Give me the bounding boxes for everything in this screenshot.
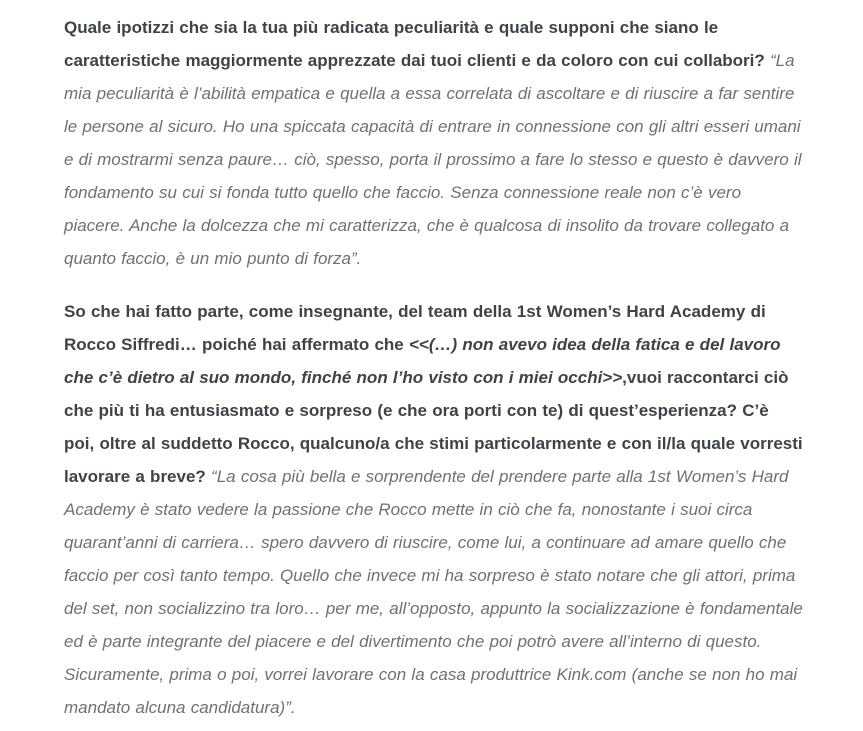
question-2-text-part-1: So che hai fatto parte, come insegnante, del team della 1st Women’s Hard Academy di Rocco Siffredi… poiché hai affermato che: [64, 302, 766, 354]
question-2-text-part-2: ,vuoi raccontarci ciò che più ti ha entusiasmato e sorpreso (e che ora porti con te) di quest’esperienza? C’è poi, oltre al suddetto Rocco, qualcuno/a che stimi particolarmente e con il/la quale vorresti lavorare a breve?: [64, 368, 803, 486]
answer-2-quote-text: “La cosa più bella e sorprendente del prendere parte alla 1st Women’s Hard Academy è stato vedere la passione che Rocco mette in ciò che fa, nonostante i suoi circa quarant’anni di carriera… spero davvero di riuscire, come lui, a continuare ad amare quello che faccio per così tanto tempo. Quello che invece mi ha sorpreso è stato notare che gli attori, prima del set, non socializzino tra loro… per me, all’opposto, appunto la socializzazione è fondamentale ed è parte integrante del piacere e del divertimento che poi potrò avere all’interno di questo. Sicuramente, prima o poi, vorrei lavorare con la casa produttrice Kink.com (anche se non ho mai mandato alcuna candidatura)”.: [64, 467, 803, 717]
question-1-text: Quale ipotizzi che sia la tua più radicata peculiarità e quale supponi che siano le caratteristiche maggiormente apprezzate dai tuoi clienti e da coloro con cui collabori?: [64, 18, 770, 70]
answer-1-quote-text: “La mia peculiarità è l’abilità empatica e quella a essa correlata di ascoltare e di riuscire a far sentire le persone al sicuro. Ho una spiccata capacità di entrare in connessione con gli altri esseri umani e di mostrarmi senza paure… ciò, spesso, porta il prossimo a fare lo stesso e questo è davvero il fondamento su cui si fonda tutto quello che faccio. Senza connessione reale non c’è vero piacere. Anche la dolcezza che mi caratterizza, che è qualcosa di insolito da trovare collegato a quanto faccio, è un mio punto di forza”.: [64, 51, 802, 268]
interview-qa-paragraph-1: [64, 11, 803, 275]
interview-qa-paragraph-2: [64, 295, 803, 724]
question-2-embedded-citation: <<(…) non avevo idea della fatica e del lavoro che c’è dietro al suo mondo, finché non l’ho visto con i miei occhi>>: [64, 335, 781, 387]
